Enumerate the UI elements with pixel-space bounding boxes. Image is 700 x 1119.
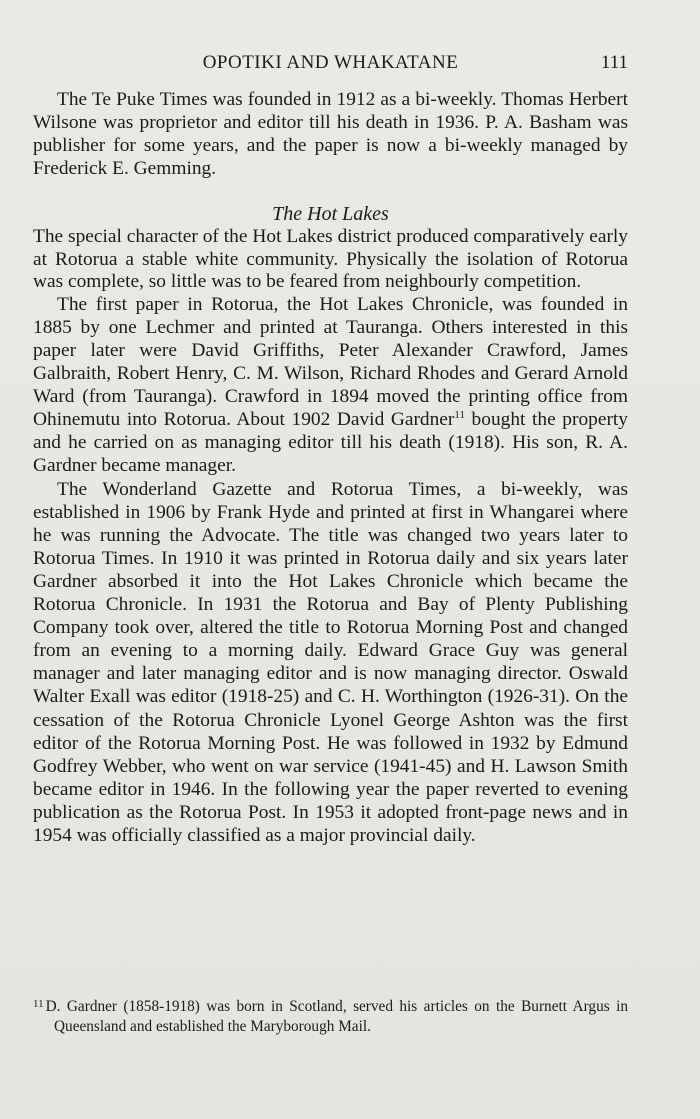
- footnote-marker: 11: [33, 998, 44, 1010]
- page-number: 111: [600, 52, 628, 73]
- footnote-entry: [33, 994, 628, 1037]
- paragraph-hot-lakes-intro: The special character of the Hot Lakes district produced comparatively early at Rotorua a stable white community. Physically the isolation of Rotorua was complete, so little was to be feared from neighbourly competition.: [33, 225, 628, 293]
- paragraph-hot-lakes-chronicle: [33, 294, 628, 477]
- paragraph-te-puke-times: The Te Puke Times was founded in 1912 as a bi-weekly. Thomas Herbert Wilsone was proprietor and editor till his death in 1936. P. A. Basham was publisher for some years, and the paper is now a bi-weekly managed by Frederick E. Gemming.: [33, 89, 628, 179]
- section-heading: The Hot Lakes: [272, 202, 389, 225]
- paragraph-text: The first paper in Rotorua, the Hot Lakes Chronicle, was founded in 1885 by one Lechmer and printed at Tauranga. Others interested in this paper later were David Griffiths, Peter Alexander Crawford, James Galbraith, Robert Henry, C. M. Wilson, Richard Rhodes and Gerard Arnold Ward (from Tauranga). Crawford in 1894 moved the printing office from Ohinemutu into Rotorua. About 1902 David Gardner: [33, 294, 628, 430]
- footnote-text: D. Gardner (1858-1918) was born in Scotland, served his articles on the Burnett Argus in Queensland and established the Maryborough Mail.: [45, 998, 628, 1035]
- footnote: [33, 994, 628, 1037]
- running-head: OPOTIKI AND WHAKATANE: [202, 52, 459, 73]
- footnote-reference[interactable]: 11: [454, 408, 465, 421]
- page-header: [33, 52, 628, 78]
- paragraph-text: bought the property and he carried on as managing editor till his death (1918). His son, R. A. Gardner became manager.: [33, 408, 628, 476]
- body-text: [33, 89, 628, 847]
- paragraph-wonderland-gazette: The Wonderland Gazette and Rotorua Times, a bi-weekly, was established in 1906 by Frank Hyde and printed at first in Whangarei where he was running the Advocate. The title was changed two years later to Rotorua Times. In 1910 it was printed in Rotorua daily and six years later Gardner absorbed it into the Hot Lakes Chronicle which became the Rotorua Chronicle. In 1931 the Rotorua and Bay of Plenty Publishing Company took over, altered the title to Rotorua Morning Post and changed from an evening to a morning daily. Edward Grace Guy was general manager and later managing editor and is now managing director. Oswald Walter Exall was editor (1918-25) and C. H. Worthington (1926-31). On the cessation of the Rotorua Chronicle Lyonel George Ashton was the first editor of the Rotorua Morning Post. He was followed in 1932 by Edmund Godfrey Webber, who went on war service (1941-45) and H. Lawson Smith became editor in 1946. In the following year the paper reverted to evening publication as the Rotorua Post. In 1953 it adopted front-page news and in 1954 was officially classified as a major provincial daily.: [33, 478, 628, 846]
